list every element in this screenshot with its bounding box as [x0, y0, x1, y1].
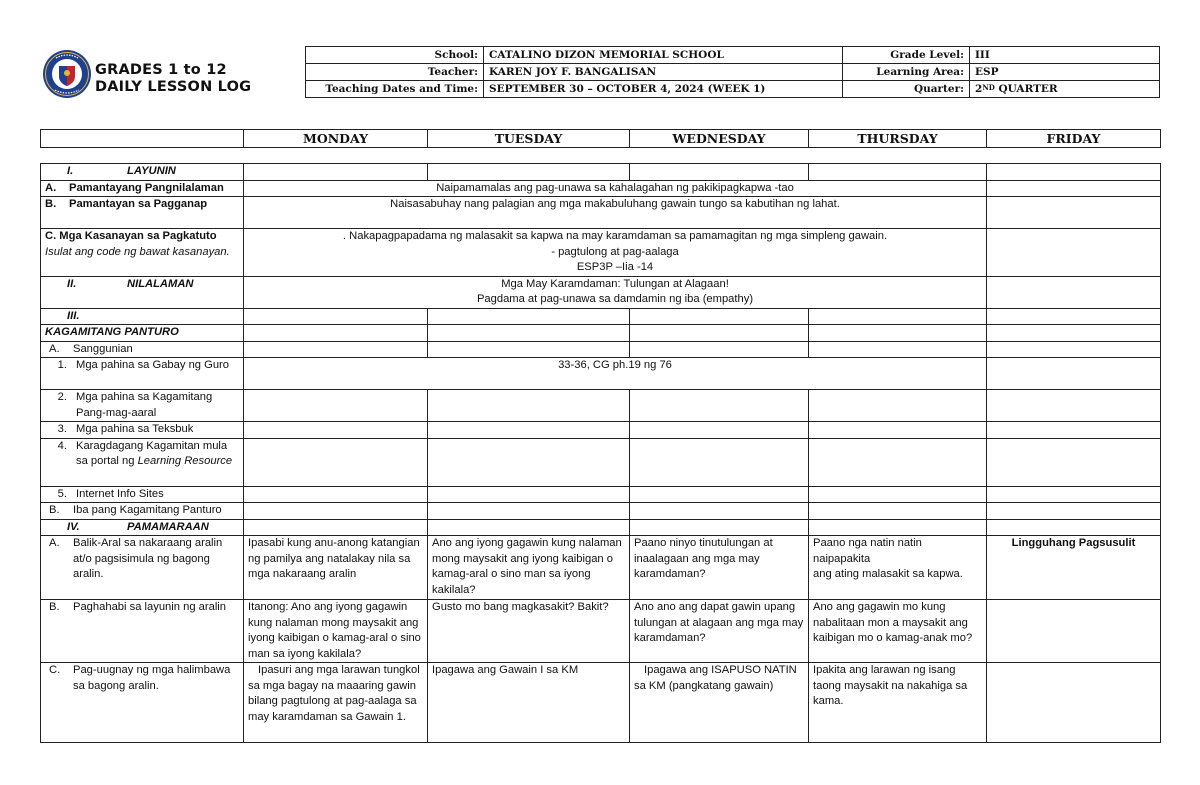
paghahabi-friday	[987, 600, 1161, 663]
row-sanggunian	[41, 341, 1161, 358]
row-pamantayan-sa-pagganap	[41, 197, 1161, 229]
kagamitang-pang-mag-aaral-label: 2. Mga pahina sa Kagamitang Pang-mag-aaral	[41, 390, 244, 422]
days-corner-cell	[41, 130, 244, 148]
balik-aral-friday: Lingguhang Pagsusulit	[987, 536, 1161, 600]
row-teksbuk	[41, 422, 1161, 439]
row-learning-resource	[41, 438, 1161, 486]
layunin-heading	[41, 164, 244, 181]
pag-uugnay-tuesday: Ipagawa ang Gawain I sa KM	[428, 663, 630, 743]
quarter-value	[970, 81, 1160, 98]
school-value: CATALINO DIZON MEMORIAL SCHOOL	[484, 47, 843, 64]
quarter-word: QUARTER	[998, 83, 1058, 95]
row-paghahabi	[41, 600, 1161, 663]
row-kasanayan	[41, 229, 1161, 277]
day-friday: FRIDAY	[987, 130, 1161, 148]
pamantayang-pangnilalaman-value: Naipamamalas ang pag-unawa sa kahalagahan ng pakikipagkapwa -tao	[244, 180, 987, 197]
teacher-label: Teacher:	[306, 64, 484, 81]
row-layunin	[41, 164, 1161, 181]
pag-uugnay-wednesday: Ipagawa ang ISAPUSO NATIN sa KM (pangkatang gawain)	[630, 663, 809, 743]
quarter-label: Quarter:	[843, 81, 970, 98]
kasanayan-label: C. Mga Kasanayan sa Pagkatuto Isulat ang code ng bawat kasanayan.	[41, 229, 244, 277]
teacher-value: KAREN JOY F. BANGALISAN	[484, 64, 843, 81]
nilalaman-value: Mga May Karamdaman: Tulungan at Alagaan! Pagdama at pag-unawa sa damdamin ng iba (empathy)	[244, 276, 987, 308]
row-kagamitang-pang-mag-aaral	[41, 390, 1161, 422]
form-title-line2: DAILY LESSON LOG	[95, 79, 252, 95]
teaching-dates-value: SEPTEMBER 30 – OCTOBER 4, 2024 (WEEK 1)	[484, 81, 843, 98]
iba-pang-kagamitan-label: B. Iba pang Kagamitang Panturo	[41, 503, 244, 520]
nilalaman-heading: II. NILALAMAN	[41, 276, 244, 308]
deped-seal-icon	[42, 49, 92, 99]
kasanayan-note: Isulat ang code ng bawat kasanayan.	[45, 245, 230, 258]
header-info-table	[305, 46, 1160, 98]
days-header-table	[40, 129, 1161, 148]
teksbuk-label: 3. Mga pahina sa Teksbuk	[41, 422, 244, 439]
pag-uugnay-label: C. Pag-uugnay ng mga halimbawa sa bagong aralin.	[41, 663, 244, 743]
header-row-dates	[306, 81, 1160, 98]
header-row-teacher	[306, 64, 1160, 81]
pamamaraan-heading: IV. PAMAMARAAN	[41, 519, 244, 536]
sanggunian-label: A. Sanggunian	[41, 341, 244, 358]
row-pamantayang-pangnilalaman	[41, 180, 1161, 197]
balik-aral-tuesday: Ano ang iyong gagawin kung nalaman mong maysakit ang iyong kaibigan o kamag-aral o sino man sa iyong kakilala?	[428, 536, 630, 600]
gabay-ng-guro-label: 1. Mga pahina sa Gabay ng Guro	[41, 358, 244, 390]
day-monday: MONDAY	[244, 130, 428, 148]
lesson-plan-table	[40, 163, 1161, 743]
grade-level-label: Grade Level:	[843, 47, 970, 64]
paghahabi-wednesday: Ano ano ang dapat gawin upang tulungan at alagaan ang mga may karamdaman?	[630, 600, 809, 663]
row-iii	[41, 308, 1161, 325]
paghahabi-monday: Itanong: Ano ang iyong gagawin kung nalaman mong maysakit ang iyong kaibigan o kamag-aral o sino man sa iyong kakilala?	[244, 600, 428, 663]
row-internet-info-sites	[41, 486, 1161, 503]
pag-uugnay-monday: Ipasuri ang mga larawan tungkol sa mga bagay na maaaring gawin bilang pagtulong at pag-aalaga sa may karamdaman sa Gawain 1.	[244, 663, 428, 743]
row-pamamaraan	[41, 519, 1161, 536]
kasanayan-value: . Nakapagpapadama ng malasakit sa kapwa na may karamdaman sa pamamagitan ng mga simpleng gawain. - pagtulong at pag-aalaga ESP3P –Iia -14	[244, 229, 987, 277]
form-title	[95, 62, 251, 96]
header-row-school	[306, 47, 1160, 64]
balik-aral-monday: Ipasabi kung anu-anong katangian ng pamilya ang natalakay nila sa mga nakaraang aralin	[244, 536, 428, 600]
grade-level-value: III	[970, 47, 1160, 64]
row-nilalaman	[41, 276, 1161, 308]
paghahabi-label: B. Paghahabi sa layunin ng aralin	[41, 600, 244, 663]
form-title-line1: GRADES 1 to 12	[95, 62, 227, 78]
quarter-suffix: ND	[982, 83, 995, 92]
pag-uugnay-friday	[987, 663, 1161, 743]
row-balik-aral	[41, 536, 1161, 600]
internet-info-sites-label: 5. Internet Info Sites	[41, 486, 244, 503]
learning-area-value: ESP	[970, 64, 1160, 81]
pag-uugnay-thursday: Ipakita ang larawan ng isang taong maysakit na nakahiga sa kama.	[809, 663, 987, 743]
pamantayan-sa-pagganap-label: B. Pamantayan sa Pagganap	[41, 197, 244, 229]
teaching-dates-label: Teaching Dates and Time:	[306, 81, 484, 98]
day-tuesday: TUESDAY	[428, 130, 630, 148]
row-gabay-ng-guro	[41, 358, 1161, 390]
learning-area-label: Learning Area:	[843, 64, 970, 81]
kagamitan-number-cell: III.	[41, 308, 244, 325]
paghahabi-tuesday: Gusto mo bang magkasakit? Bakit?	[428, 600, 630, 663]
paghahabi-thursday: Ano ang gagawin mo kung nabalitaan mon a maysakit ang kaibigan mo o kamag-anak mo?	[809, 600, 987, 663]
balik-aral-label: A. Balik-Aral sa nakaraang aralin at/o pagsisimula ng bagong aralin.	[41, 536, 244, 600]
layunin-number: I.	[67, 165, 74, 177]
pamantayang-pangnilalaman-label: A. Pamantayang Pangnilalaman	[41, 180, 244, 197]
learning-resource-label: 4. Karagdagang Kagamitan mula sa portal ng Learning Resource	[41, 438, 244, 486]
kagamitang-panturo-heading: KAGAMITANG PANTURO	[41, 325, 244, 342]
balik-aral-wednesday: Paano ninyo tinutulungan at inaalagaan ang mga may karamdaman?	[630, 536, 809, 600]
row-iba-pang-kagamitan	[41, 503, 1161, 520]
day-wednesday: WEDNESDAY	[630, 130, 809, 148]
day-thursday: THURSDAY	[809, 130, 987, 148]
pamantayan-sa-pagganap-value: Naisasabuhay nang palagian ang mga makabuluhang gawain tungo sa kabutihan ng lahat.	[244, 197, 987, 229]
balik-aral-thursday: Paano nga natin natin naipapakita ang ating malasakit sa kapwa.	[809, 536, 987, 600]
quarter-number: 2	[975, 83, 983, 95]
school-label: School:	[306, 47, 484, 64]
row-pag-uugnay	[41, 663, 1161, 743]
row-kagamitang-panturo	[41, 325, 1161, 342]
layunin-label: LAYUNIN	[127, 165, 176, 177]
gabay-ng-guro-value: 33-36, CG ph.19 ng 76	[244, 358, 987, 390]
